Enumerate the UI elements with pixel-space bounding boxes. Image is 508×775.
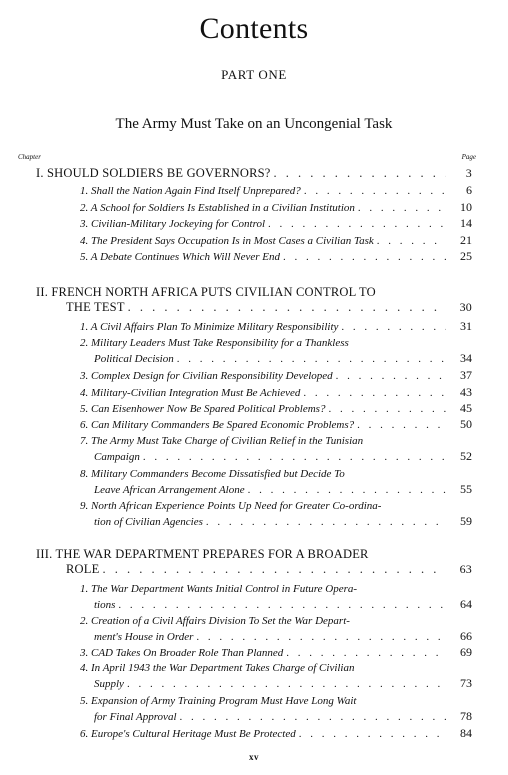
section-entry[interactable] bbox=[80, 582, 472, 613]
section-entry[interactable] bbox=[80, 434, 472, 465]
section-title-continued: for Final Approval bbox=[94, 711, 177, 723]
part-subtitle: The Army Must Take on an Uncongenial Task bbox=[115, 116, 393, 132]
section-title: 4. The President Says Occupation Is in Most Cases a Civilian Task bbox=[80, 235, 374, 247]
page-number: 73 bbox=[460, 676, 472, 690]
section-entry[interactable] bbox=[80, 499, 472, 530]
section-entry[interactable] bbox=[80, 319, 472, 335]
section-title: 2. Military Leaders Must Take Responsibility for a Thankless bbox=[80, 337, 349, 349]
section-entry[interactable] bbox=[80, 200, 472, 216]
page-column-header: Page bbox=[461, 153, 476, 161]
section-entry[interactable] bbox=[80, 645, 472, 661]
section-title-continued: tion of Civilian Agencies bbox=[94, 516, 203, 528]
section-title: 9. North African Experience Points Up Need for Greater Co-ordina- bbox=[80, 500, 382, 512]
page-number: 52 bbox=[460, 449, 472, 463]
section-title-continued: Campaign bbox=[94, 451, 140, 463]
part-heading: PART ONE bbox=[221, 67, 287, 82]
section-entry[interactable] bbox=[80, 249, 472, 265]
chapter-title: II. FRENCH NORTH AFRICA PUTS CIVILIAN CONTROL TO bbox=[36, 285, 376, 299]
section-title-continued: ment's House in Order bbox=[94, 631, 194, 643]
section-title-continued: tions bbox=[94, 599, 116, 611]
section-title: 8. Military Commanders Become Dissatisfied but Decide To bbox=[80, 468, 345, 480]
section-title: 6. Europe's Cultural Heritage Must Be Protected bbox=[80, 728, 296, 740]
page-number: 66 bbox=[460, 629, 472, 643]
section-entry[interactable] bbox=[80, 216, 472, 232]
page-number: 55 bbox=[460, 482, 472, 496]
section-entry[interactable] bbox=[80, 336, 472, 367]
page-number: 30 bbox=[459, 300, 472, 314]
section-entry[interactable] bbox=[80, 694, 472, 725]
section-entry[interactable] bbox=[80, 233, 472, 249]
page-number: 78 bbox=[460, 709, 472, 723]
section-title: 1. Shall the Nation Again Find Itself Unprepared? bbox=[80, 185, 301, 197]
chapter-title: III. THE WAR DEPARTMENT PREPARES FOR A BROADER bbox=[36, 547, 369, 561]
page-number: 59 bbox=[460, 514, 472, 528]
page-number: 50 bbox=[460, 417, 472, 431]
page-number: 84 bbox=[460, 726, 472, 740]
chapter-entry[interactable] bbox=[36, 166, 472, 181]
section-title: 7. The Army Must Take Charge of Civilian Relief in the Tunisian bbox=[80, 435, 364, 447]
section-entry[interactable] bbox=[80, 417, 472, 433]
chapter-title-continued: THE TEST bbox=[66, 300, 125, 314]
chapter-title: I. SHOULD SOLDIERS BE GOVERNORS? bbox=[36, 166, 271, 180]
page-number: 69 bbox=[460, 645, 472, 659]
section-entry[interactable] bbox=[80, 661, 472, 692]
section-entry[interactable] bbox=[80, 614, 472, 645]
section-entry[interactable] bbox=[80, 467, 472, 498]
page-number: 34 bbox=[460, 351, 472, 365]
section-title: 2. A School for Soldiers Is Established in a Civilian Institution bbox=[80, 202, 355, 214]
section-entry[interactable] bbox=[80, 726, 472, 742]
section-entry[interactable] bbox=[80, 183, 472, 199]
section-title-continued: Political Decision bbox=[94, 353, 174, 365]
section-title-continued: Supply bbox=[94, 678, 124, 690]
section-title: 4. In April 1943 the War Department Takes Charge of Civilian bbox=[80, 662, 355, 674]
page-folio: xv bbox=[249, 752, 259, 762]
section-title: 3. Complex Design for Civilian Responsibility Developed bbox=[80, 370, 333, 382]
section-title-continued: Leave African Arrangement Alone bbox=[94, 484, 245, 496]
page-number: 10 bbox=[460, 200, 472, 214]
page-number: 37 bbox=[460, 368, 472, 382]
page-number: 14 bbox=[460, 216, 472, 230]
chapter-entry[interactable] bbox=[36, 547, 472, 577]
section-entry[interactable] bbox=[80, 385, 472, 401]
section-entry[interactable] bbox=[80, 401, 472, 417]
section-title: 5. Can Eisenhower Now Be Spared Political Problems? bbox=[80, 403, 326, 415]
page-number: 25 bbox=[460, 249, 472, 263]
chapter-entry[interactable] bbox=[36, 285, 472, 315]
section-title: 6. Can Military Commanders Be Spared Economic Problems? bbox=[80, 419, 355, 431]
chapter-title-continued: ROLE bbox=[66, 562, 100, 576]
page-title: Contents bbox=[199, 12, 309, 45]
section-title: 5. A Debate Continues Which Will Never End bbox=[80, 251, 281, 263]
section-title: 3. CAD Takes On Broader Role Than Planned bbox=[80, 647, 284, 659]
page-number: 45 bbox=[460, 401, 472, 415]
page-number: 43 bbox=[460, 385, 472, 399]
section-entry[interactable] bbox=[80, 368, 472, 384]
section-title: 1. The War Department Wants Initial Control in Future Opera- bbox=[80, 583, 358, 595]
page-number: 21 bbox=[460, 233, 472, 247]
section-title: 1. A Civil Affairs Plan To Minimize Military Responsibility bbox=[80, 321, 339, 333]
page-number: 64 bbox=[460, 597, 472, 611]
chapter-column-header: Chapter bbox=[18, 153, 41, 161]
section-title: 5. Expansion of Army Training Program Must Have Long Wait bbox=[80, 695, 357, 707]
page-number: 63 bbox=[459, 562, 472, 576]
page-number: 6 bbox=[466, 183, 472, 197]
section-title: 3. Civilian-Military Jockeying for Control bbox=[80, 218, 266, 230]
section-title: 2. Creation of a Civil Affairs Division To Set the War Depart- bbox=[80, 615, 350, 627]
page-number: 31 bbox=[460, 319, 472, 333]
section-title: 4. Military-Civilian Integration Must Be Achieved bbox=[80, 387, 301, 399]
page-number: 3 bbox=[465, 166, 472, 180]
